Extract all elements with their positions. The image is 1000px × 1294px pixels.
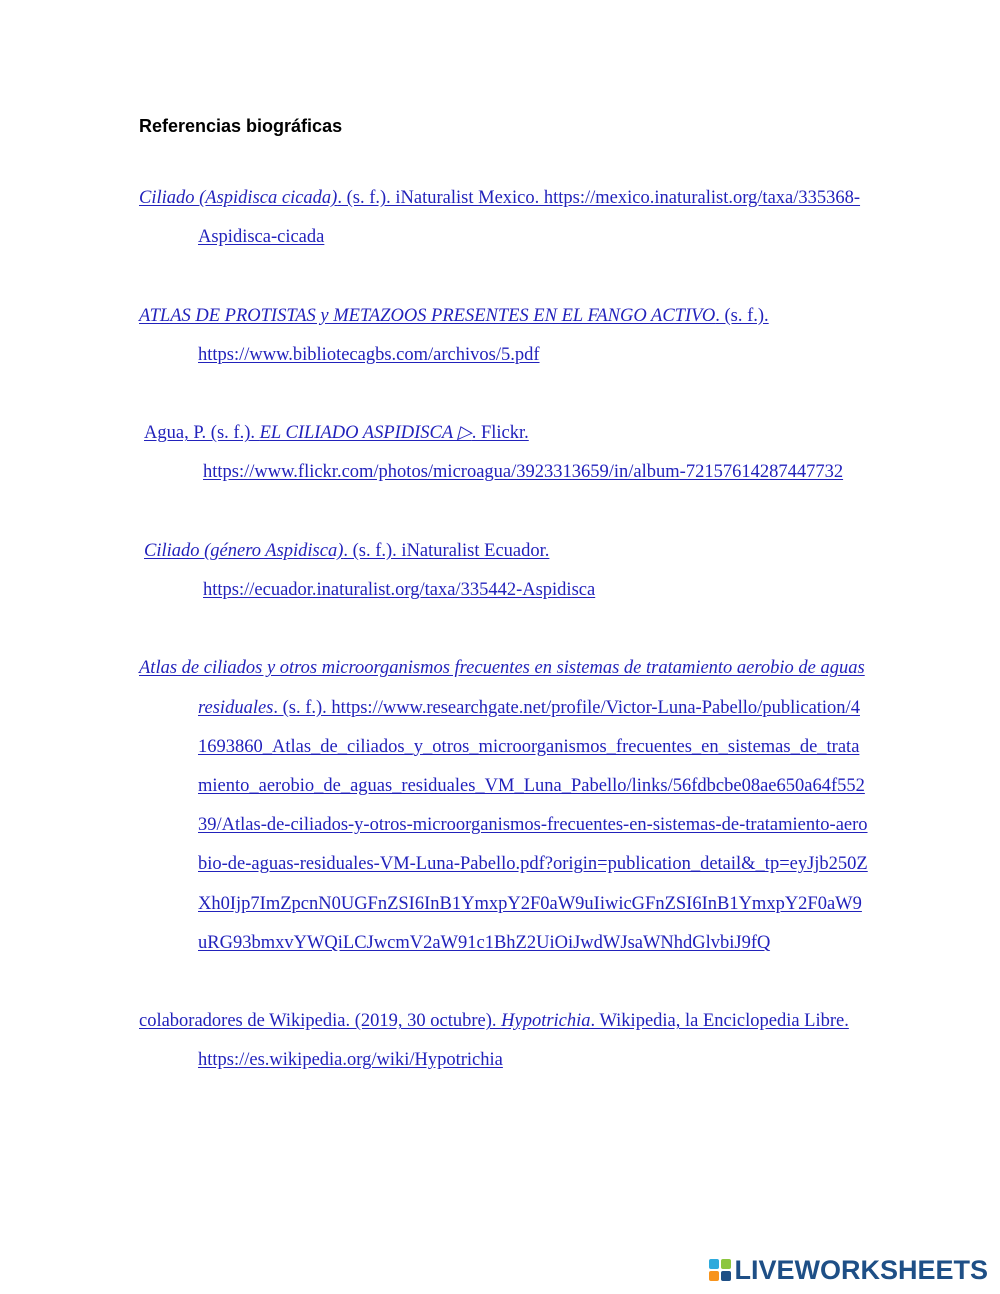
reference-details: . Wikipedia, la Enciclopedia Libre. https://es.wikipedia.org/wiki/Hypotrichia	[198, 1011, 849, 1071]
reference-details: . (s. f.). https://www.researchgate.net/profile/Victor-Luna-Pabello/publication/41693860_Atlas_de_ciliados_y_otros_microorganismos_frecuentes_en_sistemas_de_tratamiento_aerobio_de_aguas_residuales_VM_Luna_Pabello/links/56fdbcbe08ae650a64f55239/Atlas-de-ciliados-y-otros-microorganismos-frecuentes-en-sistemas-de-tratamiento-aerobio-de-aguas-residuales-VM-Luna-Pabello.pdf?origin=publication_detail&_tp=eyJjb250ZXh0Ijp7ImZpcnN0UGFnZSI6InB1YmxpY2F0aW9uIiwicGFnZSI6InB1YmxpY2F0aW9uRG93bmxvYWQiLCJwcmV2aW91c1BhZ2UiOiJwdWJsaWNhdGlvbiJ9fQ	[198, 697, 868, 953]
reference-title: EL CILIADO ASPIDISCA ▷	[259, 423, 472, 444]
reference-item	[139, 649, 869, 963]
reference-details: . Flickr. https://www.flickr.com/photos/microagua/3923313659/in/album-72157614287447732	[203, 423, 844, 483]
reference-item	[144, 532, 869, 610]
reference-title: Ciliado (género Aspidisca)	[144, 540, 344, 561]
reference-details: . (s. f.). https://www.bibliotecagbs.com/archivos/5.pdf	[198, 305, 769, 365]
reference-item	[139, 297, 869, 375]
reference-title: Hypotrichia	[501, 1011, 591, 1032]
reference-details: . (s. f.). iNaturalist Ecuador. https://ecuador.inaturalist.org/taxa/335442-Aspidisca	[203, 540, 596, 600]
reference-link-inaturalist-ecuador[interactable]	[144, 541, 595, 600]
reference-author: Agua, P. (s. f.).	[144, 423, 260, 444]
reference-item	[139, 179, 869, 257]
liveworksheets-logo-icon	[709, 1259, 731, 1281]
page-title: Referencias biográficas	[139, 116, 343, 136]
reference-link-inaturalist-mexico[interactable]	[139, 188, 860, 247]
reference-list	[139, 179, 869, 1120]
reference-item	[139, 1002, 869, 1080]
reference-link-biblioteca-gbs[interactable]	[139, 306, 769, 365]
reference-details: . (s. f.). iNaturalist Mexico. https://mexico.inaturalist.org/taxa/335368-Aspidisca-cicada	[198, 188, 861, 248]
liveworksheets-brand	[709, 1255, 988, 1285]
reference-item	[144, 414, 869, 492]
reference-author: colaboradores de Wikipedia. (2019, 30 octubre).	[139, 1011, 502, 1032]
reference-link-wikipedia[interactable]	[139, 1011, 849, 1070]
reference-title: ATLAS DE PROTISTAS y METAZOOS PRESENTES EN EL FANGO ACTIVO	[139, 305, 716, 326]
reference-title: Atlas de ciliados y otros microorganismos frecuentes en sistemas de tratamiento aerobio de aguas residuales	[139, 658, 865, 718]
reference-link-researchgate-url[interactable]	[198, 698, 868, 953]
liveworksheets-logo-text: LIVEWORKSHEETS	[734, 1254, 988, 1285]
reference-title: Ciliado (Aspidisca cicada)	[139, 188, 338, 208]
reference-link-flickr[interactable]	[144, 423, 843, 482]
